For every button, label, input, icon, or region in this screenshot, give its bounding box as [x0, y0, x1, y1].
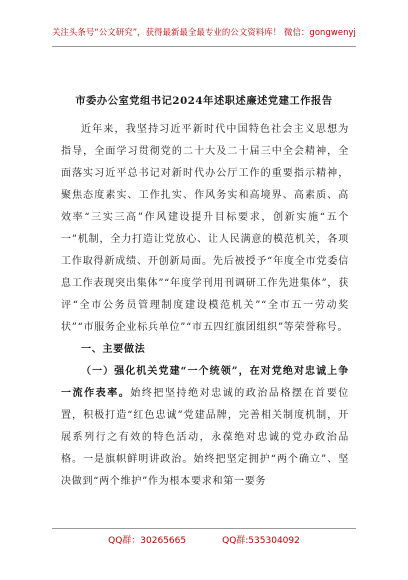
- footer-divider: [52, 528, 356, 529]
- subsection-paragraph: [61, 361, 349, 493]
- header-divider: [52, 46, 356, 47]
- subsection-heading: （一）强化机关党建“一个统领”，在对党绝对忠诚上争一流作表率。: [61, 366, 349, 399]
- footer-qq-group-1: QQ群：30265665: [108, 536, 187, 546]
- subsection-body: 始终把坚持绝对忠诚的政治品格摆在首要位置，积极打造“红色忠诚”党建品牌，完善相关制度机制，开展系列行之有效的特色活动，永葆绝对忠诚的党办政治品格。一是旗帜鲜明讲政治。始终把坚定拥护“两个确立”、坚决做到“两个维护”作为根本要求和第一要务: [61, 388, 349, 487]
- document-body: [61, 119, 349, 493]
- intro-paragraph: 近年来，我坚持习近平新时代中国特色社会主义思想为指导，全面学习贯彻党的二十大及二十届三中全会精神，全面落实习近平总书记对新时代办公厅工作的重要指示精神，聚焦态度素实、工作扎实、作风务实和高境界、高素质、高效率“三实三高”作风建设提升目标要求，创新实施“五个一”机制，全力打造让党放心、让人民满意的模范机关，各项工作取得新成绩、开创新局面。先后被授予“年度全市党委信息工作表现突出集体”“年度学刊用刊调研工作先进集体”，获评“全市公务员管理制度建设模范机关”“全市五一劳动奖状”“市服务企业标兵单位”“市五四红旗团组织”等荣誉称号。: [61, 124, 349, 333]
- section-heading: 一、主要做法: [81, 344, 146, 355]
- footer: [0, 533, 408, 546]
- header-banner: 关注头条号“公文研究”，获得最新最全最专业的公文资料库！ 微信：gongwenyj: [52, 27, 356, 37]
- document-title: 市委办公室党组书记2024年述职述廉述党建工作报告: [75, 95, 333, 107]
- footer-qq-group-2: QQ群:535304092: [222, 536, 300, 546]
